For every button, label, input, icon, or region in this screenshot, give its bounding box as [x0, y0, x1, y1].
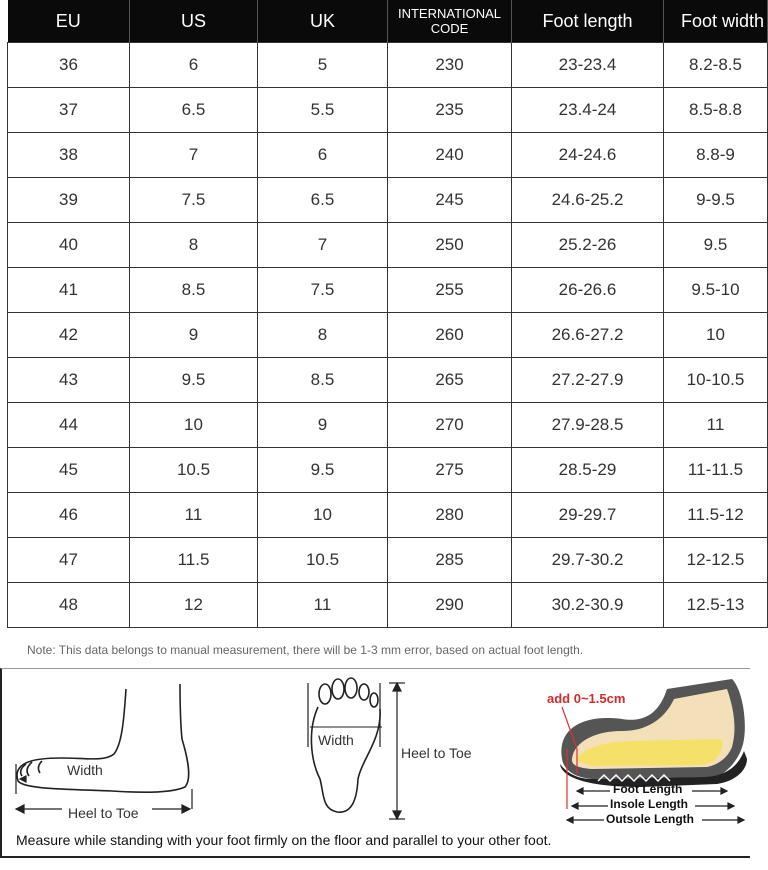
cell-us: 12 [130, 583, 258, 628]
cell-us: 9.5 [130, 358, 258, 403]
header-international-code [388, 0, 512, 43]
cell-foot-length: 23.4-24 [512, 88, 664, 133]
measurement-note: Note: This data belongs to manual measurement, there will be 1-3 mm error, based on actual foot length. [27, 643, 584, 657]
cell-foot-width: 12.5-13 [664, 583, 768, 628]
cell-foot-width: 10 [664, 313, 768, 358]
cell-international-code: 285 [388, 538, 512, 583]
top-heel-label: Heel to Toe [401, 745, 472, 761]
cell-us: 10 [130, 403, 258, 448]
cell-foot-width: 11.5-12 [664, 493, 768, 538]
cell-us: 8.5 [130, 268, 258, 313]
cell-international-code: 265 [388, 358, 512, 403]
side-foot-icon [17, 684, 189, 792]
cell-international-code: 255 [388, 268, 512, 313]
header-international-line1: INTERNATIONAL [397, 6, 502, 21]
cell-foot-length: 30.2-30.9 [512, 583, 664, 628]
cell-uk: 6 [258, 133, 388, 178]
cell-us: 11.5 [130, 538, 258, 583]
cell-eu: 47 [8, 538, 130, 583]
cell-international-code: 240 [388, 133, 512, 178]
cell-foot-width: 11 [664, 403, 768, 448]
table-row [8, 268, 768, 313]
cell-eu: 44 [8, 403, 130, 448]
header-international-line2: CODE [430, 21, 469, 36]
cell-us: 7.5 [130, 178, 258, 223]
cell-uk: 8 [258, 313, 388, 358]
cell-foot-length: 29-29.7 [512, 493, 664, 538]
cell-us: 9 [130, 313, 258, 358]
cell-foot-length: 26-26.6 [512, 268, 664, 313]
table-row [8, 403, 768, 448]
cell-foot-length: 28.5-29 [512, 448, 664, 493]
cell-eu: 40 [8, 223, 130, 268]
cell-international-code: 245 [388, 178, 512, 223]
side-heel-label: Heel to Toe [68, 805, 139, 821]
cell-foot-width: 9.5 [664, 223, 768, 268]
cell-international-code: 235 [388, 88, 512, 133]
table-row [8, 583, 768, 628]
cell-foot-width: 8.2-8.5 [664, 43, 768, 88]
header-foot-width: Foot width [664, 0, 768, 43]
cell-eu: 36 [8, 43, 130, 88]
cell-us: 11 [130, 493, 258, 538]
cell-eu: 37 [8, 88, 130, 133]
cell-us: 7 [130, 133, 258, 178]
cell-uk: 8.5 [258, 358, 388, 403]
top-width-label: Width [318, 732, 354, 748]
cell-uk: 6.5 [258, 178, 388, 223]
table-row [8, 538, 768, 583]
table-row [8, 358, 768, 403]
cell-uk: 10 [258, 493, 388, 538]
cell-international-code: 280 [388, 493, 512, 538]
size-chart-table [7, 0, 768, 628]
cell-eu: 43 [8, 358, 130, 403]
cell-foot-width: 10-10.5 [664, 358, 768, 403]
cell-eu: 45 [8, 448, 130, 493]
foot-length-label: Foot Length [613, 782, 683, 796]
cell-foot-length: 24-24.6 [512, 133, 664, 178]
cell-uk: 11 [258, 583, 388, 628]
cell-foot-width: 11-11.5 [664, 448, 768, 493]
cell-uk: 5 [258, 43, 388, 88]
add-allowance-label: add 0~1.5cm [547, 691, 626, 706]
cell-international-code: 290 [388, 583, 512, 628]
cell-uk: 10.5 [258, 538, 388, 583]
cell-eu: 38 [8, 133, 130, 178]
cell-uk: 7.5 [258, 268, 388, 313]
header-us: US [130, 0, 258, 43]
cell-eu: 39 [8, 178, 130, 223]
cell-foot-length: 29.7-30.2 [512, 538, 664, 583]
cell-foot-length: 27.2-27.9 [512, 358, 664, 403]
cell-foot-width: 9-9.5 [664, 178, 768, 223]
measurement-illustration [0, 668, 750, 858]
cell-international-code: 275 [388, 448, 512, 493]
measurement-instruction: Measure while standing with your foot firmly on the floor and parallel to your other foot. [16, 832, 552, 848]
table-header-row [8, 0, 768, 43]
foot-diagrams [2, 669, 752, 859]
cell-eu: 46 [8, 493, 130, 538]
table-row [8, 448, 768, 493]
cell-us: 8 [130, 223, 258, 268]
cell-foot-width: 9.5-10 [664, 268, 768, 313]
cell-foot-length: 26.6-27.2 [512, 313, 664, 358]
table-row [8, 88, 768, 133]
cell-eu: 42 [8, 313, 130, 358]
cell-eu: 48 [8, 583, 130, 628]
cell-us: 6.5 [130, 88, 258, 133]
cell-foot-width: 8.5-8.8 [664, 88, 768, 133]
cell-international-code: 270 [388, 403, 512, 448]
cell-foot-length: 23-23.4 [512, 43, 664, 88]
cell-uk: 9 [258, 403, 388, 448]
cell-foot-length: 25.2-26 [512, 223, 664, 268]
table-row [8, 313, 768, 358]
cell-international-code: 250 [388, 223, 512, 268]
insole-length-label: Insole Length [610, 797, 688, 811]
table-row [8, 133, 768, 178]
cell-foot-length: 27.9-28.5 [512, 403, 664, 448]
cell-foot-length: 24.6-25.2 [512, 178, 664, 223]
cell-uk: 5.5 [258, 88, 388, 133]
cell-eu: 41 [8, 268, 130, 313]
header-foot-length: Foot length [512, 0, 664, 43]
cell-international-code: 230 [388, 43, 512, 88]
cell-foot-width: 8.8-9 [664, 133, 768, 178]
cell-us: 6 [130, 43, 258, 88]
cell-international-code: 260 [388, 313, 512, 358]
table-row [8, 223, 768, 268]
cell-uk: 9.5 [258, 448, 388, 493]
table-row [8, 493, 768, 538]
cell-uk: 7 [258, 223, 388, 268]
outsole-length-label: Outsole Length [606, 812, 694, 826]
cell-foot-width: 12-12.5 [664, 538, 768, 583]
cell-us: 10.5 [130, 448, 258, 493]
header-uk: UK [258, 0, 388, 43]
side-width-label: Width [67, 762, 103, 778]
header-eu: EU [8, 0, 130, 43]
table-row [8, 43, 768, 88]
table-row [8, 178, 768, 223]
